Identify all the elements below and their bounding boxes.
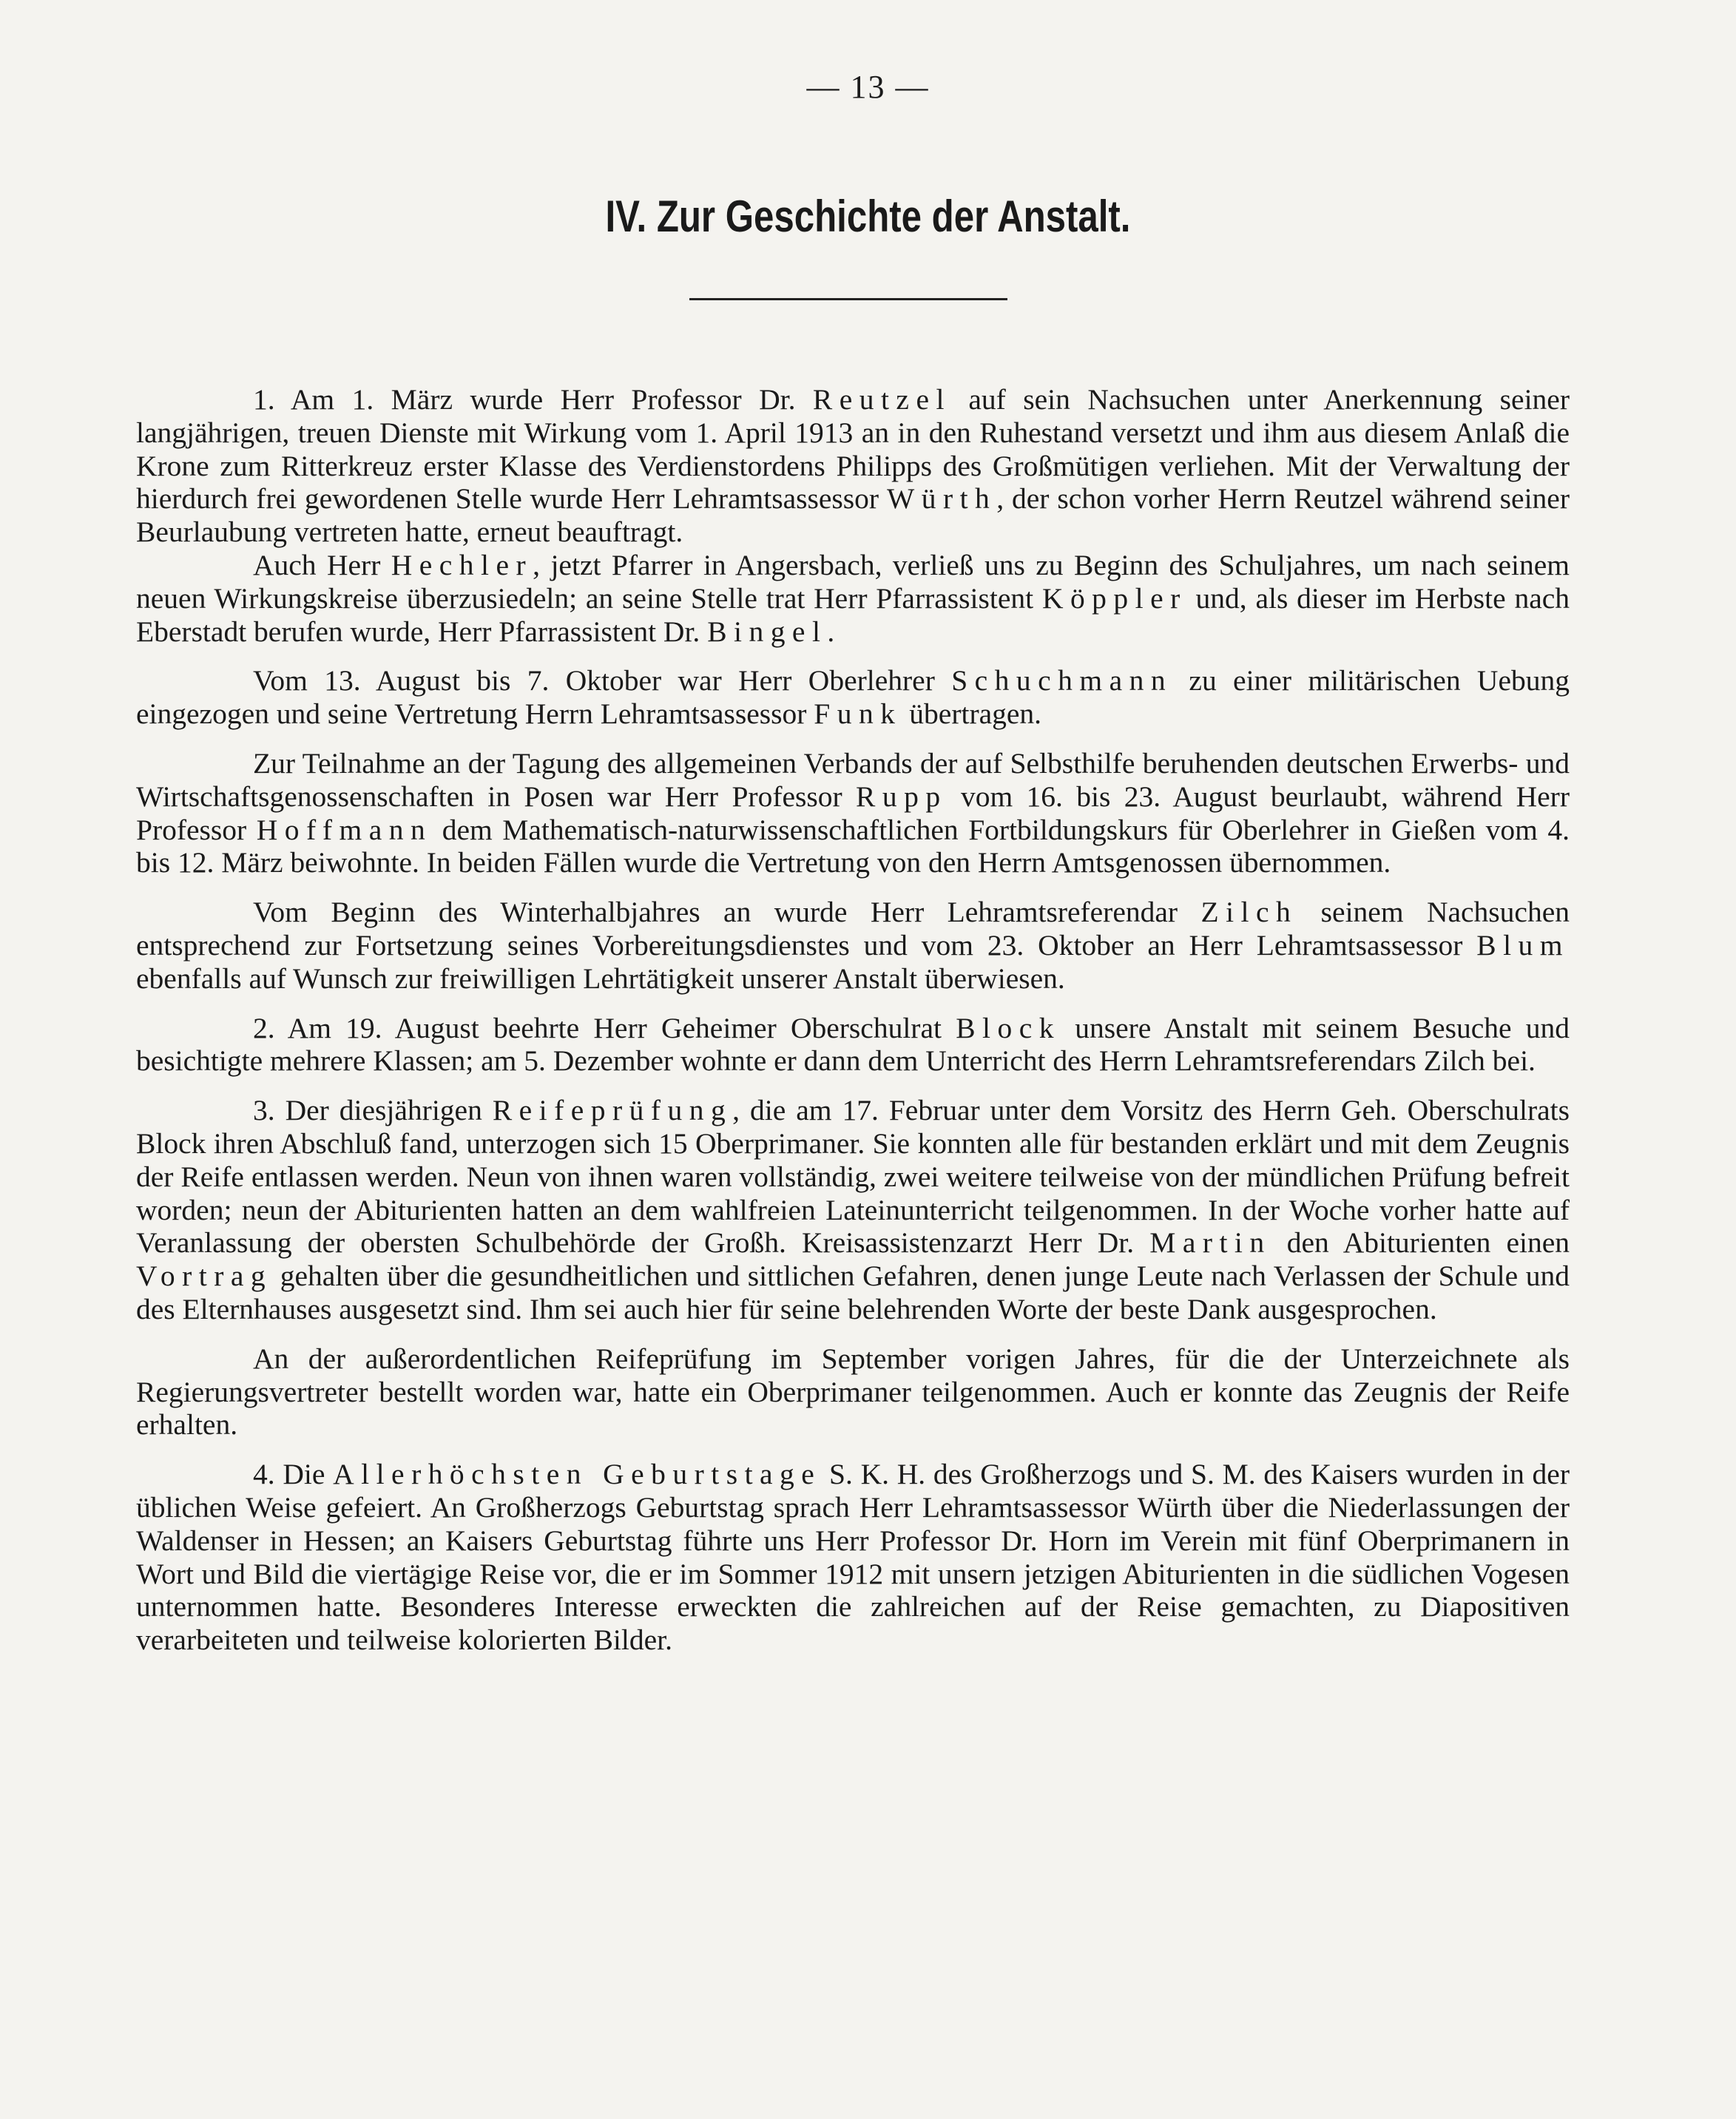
text-run: Vom Beginn des Winterhalbjahres an wurde Herr Lehramtsreferendar (253, 896, 1201, 929)
spaced-name: Hechler (391, 548, 533, 581)
text-run: ebenfalls auf Wunsch zur freiwilligen Lehrtätigkeit unserer Anstalt überwiesen. (136, 962, 1065, 995)
text-run: Vom 13. August bis 7. Oktober war Herr Oberlehrer (253, 664, 952, 697)
text-run: Zur Teilnahme an der Tagung des allgemeinen Verbands der auf Selbsthilfe beruhenden deutschen Erwerbs- und Wirtschaftsgenossenschaften in Posen war Herr Professor (136, 746, 1570, 813)
paragraph (136, 747, 1570, 879)
text-run: den Abiturienten einen (1271, 1226, 1570, 1260)
text-run: dem Mathematisch-naturwissenschaftlichen Fortbildungskurs für Oberlehrer in Gießen vom 4. bis 12. März beiwohnte. In beiden Fällen wurde die Vertretung von den Herrn Amtsgenossen übernommen. (136, 813, 1570, 879)
text-run: , jetzt Pfarrer in Angersbach, verließ uns zu Beginn des Schuljahres, um nach seinem neuen Wirkungskreise überzusiedeln; an seine Stelle trat Herr Pfarrassistent (136, 548, 1570, 615)
heading-rule (689, 298, 1007, 300)
paragraph (136, 383, 1570, 549)
spaced-name: Martin (1149, 1226, 1271, 1260)
spaced-name: Köppler (1041, 581, 1187, 615)
section-heading: IV. Zur Geschichte der Anstalt. (605, 192, 1131, 241)
spaced-name: Schuchmann (951, 664, 1173, 697)
paragraph (136, 1342, 1570, 1442)
spaced-name: Zilch (1200, 896, 1298, 929)
spaced-name: Würth (886, 482, 997, 516)
spaced-name: Allerhöchsten Geburtstage (333, 1458, 822, 1491)
text-run: und, als dieser im Herbste nach Eberstadt berufen wurde, Herr Pfarrassistent Dr. (136, 581, 1570, 648)
spaced-name: Funk (814, 697, 902, 731)
text-run: . (827, 615, 835, 648)
paragraph (136, 664, 1570, 731)
text-run: , der schon vorher Herrn Reutzel während seiner Beurlaubung vertreten hatte, erneut beauftragt. (136, 482, 1570, 549)
text-run: 3. Der diesjährigen (253, 1094, 493, 1127)
paragraph (136, 549, 1570, 648)
text-run: zu einer militärischen Uebung eingezogen und seine Vertretung Herrn Lehramtsassessor (136, 664, 1570, 731)
text-run: 4. Die (253, 1458, 334, 1491)
text-run: gehalten über die gesundheitlichen und sittlichen Gefahren, denen junge Leute nach Verlassen der Schule und des Elternhauses ausgesetzt sind. Ihm sei auch hier für seine belehrenden Worte der beste Dank ausgesprochen. (136, 1260, 1570, 1325)
text-run: S. K. H. des Großherzogs und S. M. des Kaisers wurden in der üblichen Weise gefeiert. An Großherzogs Geburtstag sprach Herr Lehramtsassessor Würth über die Niederlassungen der Waldenser in Hessen; an Kaisers Geburtstag führte uns Herr Professor Dr. Horn im Verein mit fünf Oberprimanern in Wort und Bild die viertägige Reise vor, die er im Sommer 1912 mit unsern jetzigen Abiturienten in die südlichen Vogesen unternommen hatte. Besonderes Interesse erweckten die zahlreichen auf der Reise gemachten, zu Diapositiven verarbeiteten und teilweise kolorierten Bilder. (136, 1458, 1570, 1657)
spaced-name: Block (956, 1011, 1061, 1044)
spaced-name: Bingel (707, 615, 828, 648)
paragraph (136, 1458, 1570, 1657)
text-run: An der außerordentlichen Reifeprüfung im September vorigen Jahres, für die der Unterzeichnete als Regierungsvertreter bestellt worden war, hatte ein Oberprimaner teilgenommen. Auch er konnte das Zeugnis der Reife erhalten. (136, 1342, 1570, 1442)
spaced-name: Rupp (856, 780, 948, 813)
paragraph (136, 896, 1570, 995)
text-run: 1. Am 1. März wurde Herr Professor Dr. (253, 383, 813, 416)
spaced-name: Vortrag (136, 1260, 273, 1293)
spaced-name: Reifeprüfung (492, 1094, 733, 1127)
body-text (136, 383, 1570, 1657)
spaced-name: Reutzel (812, 383, 951, 416)
text-run: , die am 17. Februar unter dem Vorsitz des Herrn Geh. Oberschulrats Block ihren Abschluß fand, unterzogen sich 15 Oberprimaner. Sie konnten alle für bestanden erklärt und mit dem Zeugnis der Reife entlassen werden. Neun von ihnen waren vollständig, zwei weitere teilweise von der mündlichen Prüfung befreit worden; neun der Abiturienten hatten an dem wahlfreien Lateinunterricht teilgenommen. In der Woche vorher hatte auf Veranlassung der obersten Schulbehörde der Großh. Kreisassistenzarzt Herr Dr. (136, 1094, 1570, 1260)
text-run: seinem Nachsuchen entsprechend zur Fortsetzung seines Vorbereitungsdienstes und vom 23. Oktober an Herr Lehramtsassessor (136, 896, 1570, 962)
text-run: übertragen. (902, 697, 1042, 731)
text-run: unsere Anstalt mit seinem Besuche und besichtigte mehrere Klassen; am 5. Dezember wohnte er dann dem Unterricht des Herrn Lehramtsreferendars Zilch bei. (136, 1011, 1570, 1078)
page-number: — 13 — (806, 69, 930, 105)
paragraph (136, 1012, 1570, 1078)
text-run: Auch Herr (253, 548, 391, 581)
text-run: vom 16. bis 23. August beurlaubt, während Herr Professor (136, 780, 1570, 846)
spaced-name: Hoffmann (256, 813, 433, 846)
text-run: auf sein Nachsuchen unter Anerkennung seiner langjährigen, treuen Dienste mit Wirkung vom 1. April 1913 an in den Ruhestand versetzt und ihm aus diesem Anlaß die Krone zum Ritterkreuz erster Klasse des Verdienstordens Philipps des Großmütigen verliehen. Mit der Verwaltung der hierdurch frei gewordenen Stelle wurde Herr Lehramtsassessor (136, 383, 1570, 516)
spaced-name: Blum (1476, 928, 1570, 962)
text-run: 2. Am 19. August beehrte Herr Geheimer Oberschulrat (253, 1011, 956, 1044)
paragraph (136, 1094, 1570, 1326)
